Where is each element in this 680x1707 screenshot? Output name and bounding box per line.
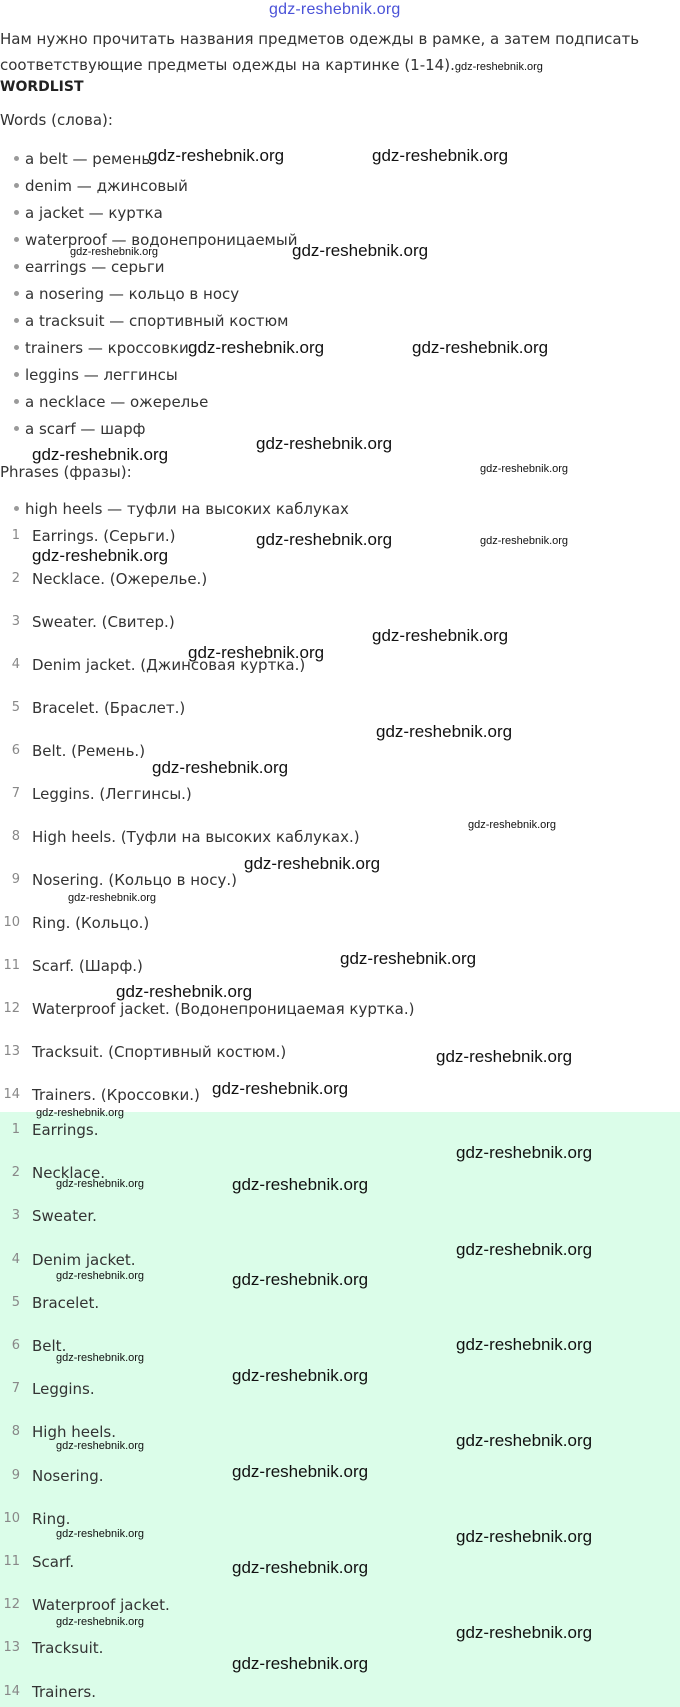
answer-number: 3 (11, 614, 20, 629)
bullet-icon (14, 237, 19, 242)
answer-number: 8 (11, 829, 20, 844)
answer-number: 6 (11, 1338, 20, 1353)
answer-text: Earrings. (Серьги.) (32, 527, 176, 545)
list-item-text: a nosering — кольцо в носу (25, 285, 240, 303)
answer-text: Nosering. (32, 1466, 104, 1485)
watermark-text: gdz-reshebnik.org (56, 1528, 145, 1540)
answer-text: Sweater. (32, 1207, 97, 1226)
answer-number: 1 (11, 1122, 20, 1137)
answer-text: Necklace. (Ожерелье.) (32, 570, 208, 588)
list-item (14, 420, 145, 438)
answer-text: Trainers. (32, 1682, 96, 1701)
answer-text: Waterproof jacket. (32, 1596, 170, 1615)
answer-number: 10 (3, 1510, 20, 1526)
answer-number: 4 (11, 1251, 20, 1267)
watermark-text: gdz-reshebnik.org (412, 338, 549, 357)
watermark-text: gdz-reshebnik.org (232, 1558, 369, 1577)
answer-number: 10 (3, 915, 20, 930)
watermark-text: gdz-reshebnik.org (212, 1079, 349, 1098)
list-item-text: a belt — ремень (25, 150, 151, 168)
watermark-text: gdz-reshebnik.org (148, 146, 285, 165)
watermark-text: gdz-reshebnik.org (456, 1335, 593, 1354)
watermark-text: gdz-reshebnik.org (456, 1240, 593, 1259)
bullet-icon (14, 318, 19, 323)
watermark-text: gdz-reshebnik.org (232, 1462, 369, 1481)
answer-text: Belt. (Ремень.) (32, 742, 146, 760)
watermark-text: gdz-reshebnik.org (232, 1270, 369, 1289)
answer-text: Ring. (Кольцо.) (32, 914, 150, 932)
list-item (14, 339, 189, 357)
list-item-text: denim — джинсовый (25, 177, 188, 195)
watermark-text: gdz-reshebnik.org (32, 546, 169, 565)
answer-number: 11 (3, 958, 20, 973)
watermark-text: gdz-reshebnik.org (70, 246, 159, 258)
watermark-text: gdz-reshebnik.org (232, 1366, 369, 1385)
watermark-text: gdz-reshebnik.org (32, 445, 169, 464)
answer-number: 3 (11, 1208, 20, 1224)
watermark-text: gdz-reshebnik.org (372, 626, 509, 645)
watermark-text: gdz-reshebnik.org (36, 1107, 125, 1119)
watermark-text: gdz-reshebnik.org (340, 949, 477, 968)
answer-text: Bracelet. (32, 1293, 100, 1312)
answer-text: Scarf. (Шарф.) (32, 957, 143, 975)
bullet-icon (14, 264, 19, 269)
answer-number: 2 (11, 571, 20, 586)
watermark-text: gdz-reshebnik.org (244, 854, 381, 873)
list-item (14, 500, 349, 518)
answer-number: 6 (11, 743, 20, 758)
list-item (14, 393, 208, 411)
answer-number: 5 (11, 700, 20, 715)
answer-number: 13 (3, 1640, 20, 1656)
watermark-text: gdz-reshebnik.org (480, 463, 569, 475)
answer-text: Tracksuit. (Спортивный костюм.) (32, 1043, 287, 1061)
list-item-text: earrings — серьги (25, 258, 165, 276)
watermark-text: gdz-reshebnik.org (188, 643, 325, 662)
answer-text: Necklace. (32, 1164, 105, 1183)
watermark-text: gdz-reshebnik.org (116, 982, 253, 1001)
answer-number: 7 (11, 1381, 20, 1397)
list-item-text: trainers — кроссовки (25, 339, 189, 357)
answer-text: Trainers. (Кроссовки.) (32, 1086, 200, 1104)
list-item (14, 285, 239, 303)
bullet-icon (14, 345, 19, 350)
phrases-heading: Phrases (фразы): (0, 463, 132, 481)
list-item-text: a scarf — шарф (25, 420, 146, 438)
watermark-text: gdz-reshebnik.org (68, 892, 157, 904)
list-item-text: a necklace — ожерелье (25, 393, 209, 411)
answer-text: Waterproof jacket. (Водонепроницаемая куртка.) (32, 1000, 415, 1018)
task-text: Нам нужно прочитать названия предметов одежды в рамке, а затем подписать соответствующие предметы одежды на картинке (1-14). (0, 30, 640, 74)
answer-number: 13 (3, 1044, 20, 1059)
watermark-text: gdz-reshebnik.org (376, 722, 513, 741)
answer-number: 2 (11, 1165, 20, 1181)
bullet-icon (14, 183, 19, 188)
bullet-icon (14, 399, 19, 404)
answer-text: Sweater. (Свитер.) (32, 613, 175, 631)
watermark-text: gdz-reshebnik.org (256, 530, 393, 549)
watermark-text: gdz-reshebnik.org (456, 1527, 593, 1546)
watermark-text: gdz-reshebnik.org (188, 338, 325, 357)
wordlist-title: WORDLIST (0, 79, 84, 95)
answer-text: Denim jacket. (32, 1250, 136, 1269)
watermark-text: gdz-reshebnik.org (56, 1352, 145, 1364)
list-item-text: a tracksuit — спортивный костюм (25, 312, 289, 330)
answer-number: 14 (3, 1087, 20, 1102)
watermark-text: gdz-reshebnik.org (372, 146, 509, 165)
answer-text: Earrings. (32, 1121, 99, 1139)
watermark-text: gdz-reshebnik.org (292, 241, 429, 260)
answer-number: 12 (3, 1597, 20, 1613)
list-item (14, 312, 288, 330)
bullet-icon (14, 156, 19, 161)
answer-number: 8 (11, 1424, 20, 1440)
answer-number: 9 (11, 872, 20, 887)
answer-text: Nosering. (Кольцо в носу.) (32, 871, 237, 889)
answer-text: Belt. (32, 1337, 67, 1355)
list-item (14, 150, 150, 168)
watermark-text: gdz-reshebnik.org (152, 758, 289, 777)
answer-number: 14 (3, 1683, 20, 1699)
answer-number: 7 (11, 786, 20, 801)
watermark-text: gdz-reshebnik.org (456, 1143, 593, 1162)
answer-text: Scarf. (32, 1553, 75, 1571)
list-item-text: leggins — леггинсы (25, 366, 178, 384)
answer-number: 4 (11, 657, 20, 672)
list-item (14, 366, 178, 384)
watermark-text: gdz-reshebnik.org (56, 1178, 145, 1190)
watermark-text: gdz-reshebnik.org (232, 1654, 369, 1673)
watermark-text: gdz-reshebnik.org (56, 1616, 145, 1628)
bullet-icon (14, 210, 19, 215)
answer-text: Tracksuit. (32, 1639, 104, 1658)
watermark-text: gdz-reshebnik.org (468, 819, 557, 831)
watermark-text: gdz-reshebnik.org (436, 1047, 573, 1066)
answer-text: High heels. (32, 1423, 116, 1442)
answer-text: Denim jacket. (Джинсовая куртка.) (32, 656, 306, 674)
answer-text: Bracelet. (Браслет.) (32, 699, 186, 717)
list-item (14, 258, 165, 276)
answer-text: Leggins. (32, 1380, 95, 1399)
list-item (14, 177, 188, 195)
task-description (0, 26, 640, 80)
watermark-text: gdz-reshebnik.org (480, 535, 569, 547)
answer-number: 9 (11, 1467, 20, 1483)
list-item (14, 204, 163, 222)
watermark-text: gdz-reshebnik.org (456, 1431, 593, 1450)
bullet-icon (14, 506, 19, 511)
list-item-text: a jacket — куртка (25, 204, 163, 222)
watermark-text: gdz-reshebnik.org (456, 1623, 593, 1642)
list-item-text: waterproof — водонепроницаемый (25, 231, 298, 249)
site-link[interactable]: gdz-reshebnik.org (269, 1, 401, 18)
answer-number: 12 (3, 1001, 20, 1016)
answer-number: 5 (11, 1294, 20, 1310)
answer-text: Ring. (32, 1509, 71, 1528)
answer-text: High heels. (Туфли на высоких каблуках.) (32, 828, 360, 846)
intro-watermark: gdz-reshebnik.org (454, 61, 543, 73)
watermark-text: gdz-reshebnik.org (256, 434, 393, 453)
words-heading: Words (слова): (0, 111, 113, 129)
answer-number: 11 (3, 1554, 20, 1569)
bullet-icon (14, 372, 19, 377)
bullet-icon (14, 426, 19, 431)
watermark-text: gdz-reshebnik.org (232, 1175, 369, 1194)
answer-text: Leggins. (Леггинсы.) (32, 785, 192, 803)
watermark-text: gdz-reshebnik.org (56, 1270, 145, 1282)
watermark-text: gdz-reshebnik.org (56, 1440, 145, 1452)
list-item-text: high heels — туфли на высоких каблуках (25, 500, 349, 518)
answer-number: 1 (11, 528, 20, 543)
bullet-icon (14, 291, 19, 296)
